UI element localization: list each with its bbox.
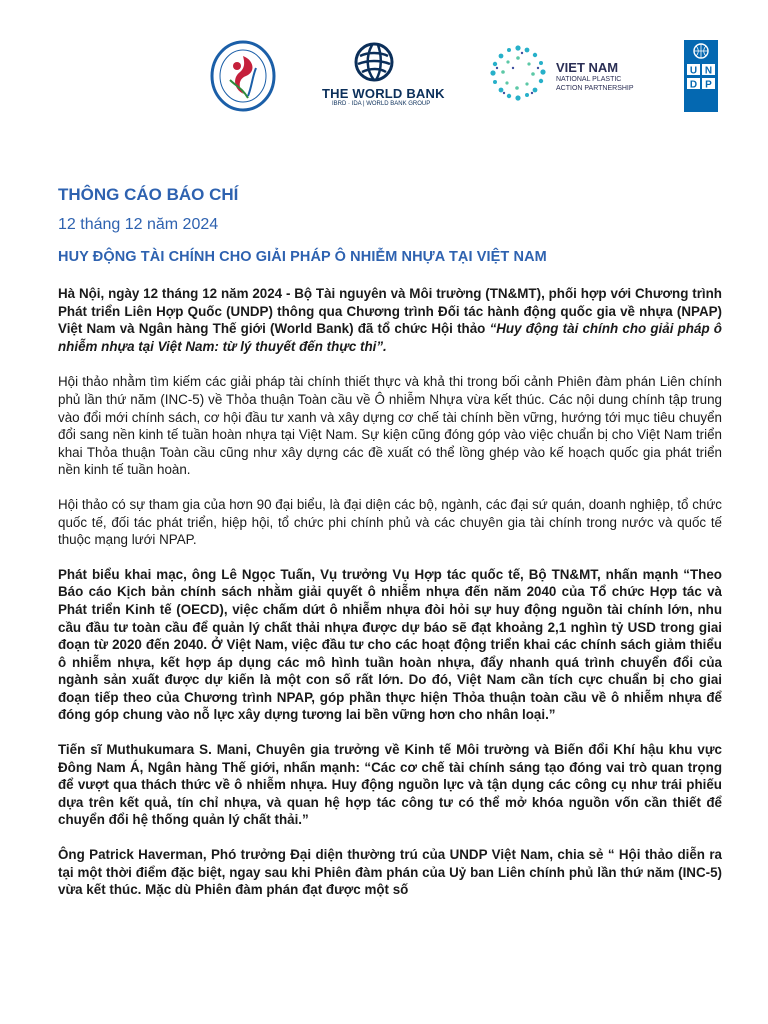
paragraph-opening-speech: Phát biểu khai mạc, ông Lê Ngọc Tuấn, Vụ trưởng Vụ Hợp tác quốc tế, Bộ TN&MT, nhấn mạnh “Theo Báo cáo Kịch bản chính sách nhằm giải quyết ô nhiễm nhựa đến năm 2040 của Tổ chức Hợp tác và Phát triển Kinh tế (OECD), việc chấm dứt ô nhiễm nhựa đòi hỏi sự huy động nguồn tài chính lớn, nhu cầu đầu tư toàn cầu để quản lý chất thải nhựa được dự báo sẽ đạt khoảng 2,1 nghìn tỷ USD trong giai đoạn từ 2020 đến 2040. Ở Việt Nam, việc đầu tư cho các hoạt động triển khai các chính sách giảm thiểu ô nhiễm nhựa, kết hợp áp dụng các mô hình tuần hoàn nhựa, đẩy nhanh quá trình chuyển đổi của ngành sản xuất được dự kiến là một con số rất lớn. Do đó, Việt Nam cần tích cực chuẩn bị cho giai đoạn tiếp theo của Chương trình NPAP, góp phần thực hiện Thỏa thuận toàn cầu về ô nhiễm nhựa để đóng góp chung vào nỗ lực xây dựng tương lai bền vững hơn cho nhân loại.” [58, 566, 722, 723]
lead-italic-title: “Huy động tài chính cho giải pháp ô nhiễm nhựa tại Việt Nam: từ lý thuyết đến thực thi”. [58, 321, 722, 354]
svg-text:P: P [705, 79, 712, 91]
undp-logo [684, 40, 718, 112]
paragraph-purpose: Hội thảo nhằm tìm kiếm các giải pháp tài chính thiết thực và khả thi trong bối cảnh Phiên đàm phán Liên chính phủ lần thứ năm (INC-5) về Thỏa thuận Toàn cầu về Ô nhiễm Nhựa vừa kết thúc. Các nội dung chính tập trung vào đổi mới chính sách, cơ hội đầu tư xanh và xây dựng cơ chế tài chính bền vững, hướng tới mục tiêu chuyển đổi sang nền kinh tế tuần hoàn nhựa tại Việt Nam. Sự kiện cũng đóng góp vào việc chuẩn bị cho Việt Nam triển khai Thỏa thuận Toàn cầu cũng như xây dựng các đề xuất có thể lồng ghép vào kế hoạch quốc gia phát triển nền kinh tế tuần hoàn. [58, 374, 722, 478]
headline: HUY ĐỘNG TÀI CHÍNH CHO GIẢI PHÁP Ô NHIỄM NHỰA TẠI VIỆT NAM [58, 249, 547, 265]
npap-dots-icon [489, 44, 547, 102]
npap-subtitle: NATIONAL PLASTIC ACTION PARTNERSHIP [556, 76, 634, 92]
tnmt-logo [208, 38, 278, 116]
document-title: THÔNG CÁO BÁO CHÍ [58, 185, 239, 204]
paragraph-participants: Hội thảo có sự tham gia của hơn 90 đại biểu, là đại diện các bộ, ngành, các đại sứ quán, doanh nghiệp, tổ chức quốc tế, đối tác phát triển, hiệp hội, tổ chức phi chính phủ và các chuyên gia tài chính trong nước và quốc tế thuộc mạng lưới NPAP. [58, 496, 722, 548]
world-bank-globe-icon [354, 42, 394, 82]
svg-text:D: D [689, 79, 698, 91]
npap-title: VIET NAM [556, 60, 619, 75]
world-bank-title: THE WORLD BANK [322, 86, 445, 101]
svg-text:N: N [704, 65, 713, 77]
world-bank-subtitle: IBRD · IDA | WORLD BANK GROUP [332, 101, 431, 107]
release-date: 12 tháng 12 năm 2024 [58, 216, 219, 233]
paragraph-undp-quote: Ông Patrick Haverman, Phó trưởng Đại diện thường trú của UNDP Việt Nam, chia sẻ “ Hội thảo diễn ra tại một thời điểm đặc biệt, ngay sau khi Phiên đàm phán của Uỷ ban Liên chính phủ lần thứ năm (INC-5) vừa kết thúc. Mặc dù Phiên đàm phán đạt được một số [58, 847, 722, 898]
press-release-content [58, 184, 722, 899]
logo-bar [204, 38, 718, 116]
lead-text: Hà Nội, ngày 12 tháng 12 năm 2024 - Bộ Tài nguyên và Môi trường (TN&MT), phối hợp với Chương trình Phát triển Liên Hợp Quốc (UNDP) thông qua Chương trình Đối tác hành động quốc gia về nhựa (NPAP) Việt Nam và Ngân hàng Thế giới (World Bank) đã tổ chức Hội thảo [58, 286, 722, 337]
paragraph-world-bank-quote: Tiến sĩ Muthukumara S. Mani, Chuyên gia trưởng về Kinh tế Môi trường và Biến đổi Khí hậu khu vực Đông Nam Á, Ngân hàng Thế giới, nhấn mạnh: “Các cơ chế tài chính sáng tạo đóng vai trò quan trọng để vượt qua thách thức về ô nhiễm nhựa. Huy động nguồn lực và tận dụng các công cụ như trái phiếu dựa trên kết quả, tín chỉ nhựa, và quan hệ hợp tác công tư có thể mở khóa nguồn vốn cần thiết để chuyển đổi hệ thống quản lý chất thải.” [58, 742, 722, 828]
lead-paragraph [58, 285, 722, 355]
svg-text:U: U [689, 65, 698, 77]
